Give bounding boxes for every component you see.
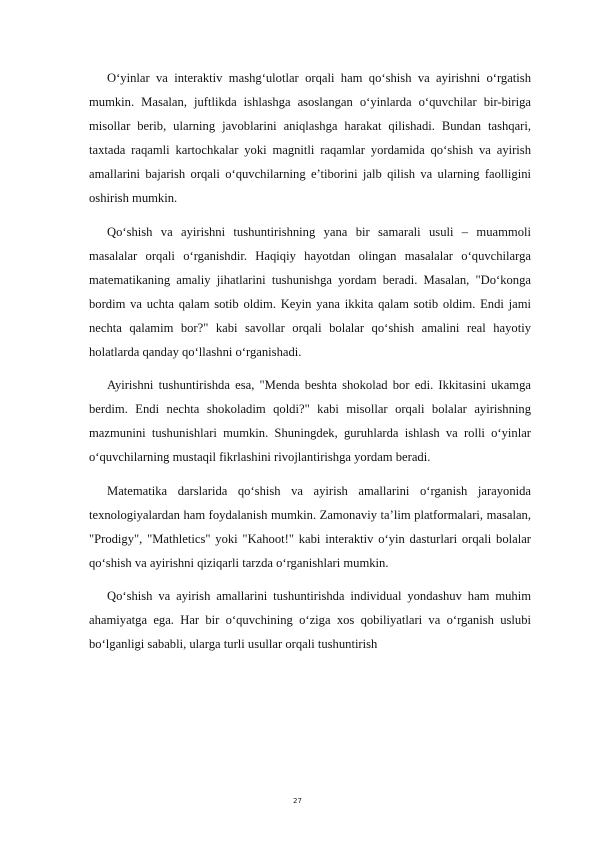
paragraph-individual-approach: Qo‘shish va ayirish amallarini tushuntirishda individual yondashuv ham muhim ahamiyatga ega. Har bir o‘quvchining o‘ziga xos qobiliyatlari va o‘rganish uslubi bo‘lganligi sababli, ularga turli usullar orqali tushuntirish — [89, 588, 531, 652]
paragraph-subtraction-examples: Ayirishni tushuntirishda esa, "Menda beshta shokolad bor edi. Ikkitasini ukamga berdim. Endi nechta shokoladim qoldi?" kabi misollar orqali bolalar ayirishning mazmunini tushunishlari mumkin. Shuningdek, guruhlarda ishlash va rolli o‘yinlar o‘quvchilarning mustaqil fikrlashini rivojlantirishga yordam beradi. — [89, 378, 531, 465]
paragraph-word-problems: Qo‘shish va ayirishni tushuntirishning yana bir samarali usuli – muammoli masalalar orqali o‘rganishdir. Haqiqiy hayotdan olingan masalalar o‘quvchilarga matematikaning amaliy jihatlarini tushunishga yordam beradi. Masalan, "Do‘konga bordim va uchta qalam sotib oldim. Keyin yana ikkita qalam sotib oldim. Endi jami nechta qalamim bor?" kabi savollar orqali bolalar qo‘shish amalini real hayotiy holatlarda qanday qo‘llashni o‘rganishadi. — [89, 224, 531, 360]
page-number: 27 — [293, 797, 302, 805]
body-text — [89, 66, 531, 665]
paragraph-technology: Matematika darslarida qo‘shish va ayirish amallarini o‘rganish jarayonida texnologiyalardan ham foydalanish mumkin. Zamonaviy ta’lim platformalari, masalan, "Prodigy", "Mathletics" yoki "Kahoot!" kabi interaktiv o‘yin dasturlari orqali bolalar qo‘shish va ayirishni qiziqarli tarzda o‘rganishlari mumkin. — [89, 483, 531, 570]
paragraph-games: O‘yinlar va interaktiv mashg‘ulotlar orqali ham qo‘shish va ayirishni o‘rgatish mumkin. Masalan, juftlikda ishlashga asoslangan o‘yinlarda o‘quvchilar bir-biriga misollar berib, ularning javoblarini aniqlashga harakat qilishadi. Bundan tashqari, taxtada raqamli kartochkalar yoki magnitli raqamlar yordamida qo‘shish va ayirish amallarini bajarish orqali o‘quvchilarning e’tiborini jalb qilish va ularning faolligini oshirish mumkin. — [89, 71, 531, 206]
